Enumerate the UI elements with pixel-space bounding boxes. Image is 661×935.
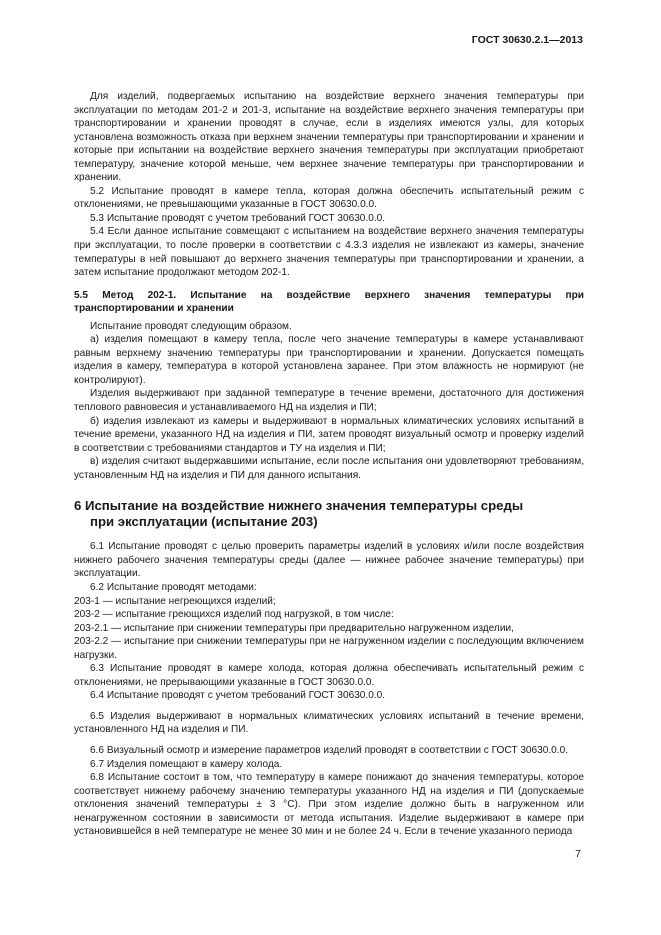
section-heading-6-line1: 6 Испытание на воздействие нижнего значения температуры среды [74,498,524,514]
paragraph-6-1: 6.1 Испытание проводят с целью проверить параметры изделий в условиях и/или после воздействия нижнего рабочего значения температуры среды (далее — нижнее рабочее значение температуры) при эксплуатации. [74,541,584,580]
paragraph-6-3: 6.3 Испытание проводят в камере холода, которая должна обеспечивать испытательный режим с отклонениями, не прерывающими указанные в ГОСТ 30630.0.0. [74,663,584,688]
paragraph-5-5-a-cont: Изделия выдерживают при заданной температуре в течение времени, достаточного для достижения теплового равновесия и устанавливаемого НД на изделия и ПИ; [74,388,584,414]
section-heading-6-line2: при эксплуатации (испытание 203) [90,514,318,530]
paragraph-5-4: 5.4 Если данное испытание совмещают с испытанием на воздействие верхнего значения температуры при эксплуатации, то после проверки в соответствии с 4.3.3 изделия не извлекают из камеры, значение температуры в ней повышают до верхнего значения температуры при транспортировании и хранении, а затем испытание продолжают методом 202-1. [74,226,584,279]
method-203-2-1: 203-2.1 — испытание при снижении температуры при предварительно нагруженном изделии, [74,622,514,634]
paragraph-5-5-v: в) изделия считают выдержавшими испытание, если после испытания они удовлетворяют требованиям, установленным НД на изделия и ПИ для данного испытания. [74,456,584,481]
paragraph-6-7: 6.7 Изделия помещают в камеру холода. [90,758,283,770]
paragraph-5-5-a: а) изделия помещают в камеру тепла, после чего значение температуры в камере устанавливают равным верхнему значению температуры при транспортировании и хранении. Допускается помещать изделия в камеру, температура в которой установлена заранее. При этом влажность не нормируют (не контролируют). [74,334,584,386]
paragraph-6-4: 6.4 Испытание проводят с учетом требований ГОСТ 30630.0.0. [90,690,386,702]
paragraph-5-3: 5.3 Испытание проводят с учетом требований ГОСТ 30630.0.0. [90,212,386,224]
page-number: 7 [575,848,581,860]
document-body [74,90,584,839]
method-203-2-2: 203-2.2 — испытание при снижении температуры при не нагруженном изделии с последующим включением нагрузки. [74,636,584,661]
method-203-2: 203-2 — испытание греющихся изделий под нагрузкой, в том числе: [74,609,394,621]
method-203-1: 203-1 — испытание негреющихся изделий; [74,595,276,607]
paragraph-6-2: 6.2 Испытание проводят методами: [90,581,257,593]
paragraph-5-5-intro: Испытание проводят следующим образом. [90,320,292,332]
paragraph-5-2: 5.2 Испытание проводят в камере тепла, которая должна обеспечить испытательный режим с отклонениями, не превышающими указанные в ГОСТ 30630.0.0. [74,185,584,211]
subsection-heading-5-5: 5.5 Метод 202-1. Испытание на воздействие верхнего значения температуры при транспортировании и хранении [74,289,584,315]
section-heading-6 [74,498,584,530]
paragraph-6-6: 6.6 Визуальный осмотр и измерение параметров изделий проводят в соответствии с ГОСТ 30630.0.0. [90,744,569,756]
paragraph-6-5: 6.5 Изделия выдерживают в нормальных климатических условиях испытаний в течение времени, установленного НД на изделия и ПИ. [74,710,584,736]
paragraph-intro: Для изделий, подвергаемых испытанию на воздействие верхнего значения температуры при эксплуатации по методам 201-2 и 201-3, испытание на воздействие верхнего значения температуры при транспортировании и хранении проводят в случае, если в изделиях имеются узлы, для которых установлена возможность отказа при верхнем значении температуры при транспортировании и хранении и которые при испытании на воздействие верхнего значения температуры при эксплуатации приобретают температуру, значение которой меньше, чем верхнее значение температуры при транспортировании и хранении. [74,91,584,184]
paragraph-6-8: 6.8 Испытание состоит в том, что температуру в камере понижают до значения температуры, которое соответствует нижнему рабочему значению температуры указанного НД на изделия и ПИ (допускаемые отклонения значений температуры ± 3 °С). При этом изделие должно быть в нагруженном или ненагруженном состоянии в зависимости от метода испытания. Изделие выдерживают в камере при установившейся в ней температуре не менее 30 мин и не более 24 ч. Если в течение указанного периода [74,772,584,838]
paragraph-5-5-b: б) изделия извлекают из камеры и выдерживают в нормальных климатических условиях испытаний в течение времени, указанного НД на изделия и ПИ, затем проводят визуальный осмотр и проверку изделий в соответствии с требованиями стандартов и ТУ на изделия и ПИ; [74,415,584,454]
document-id-header: ГОСТ 30630.2.1—2013 [471,34,583,46]
